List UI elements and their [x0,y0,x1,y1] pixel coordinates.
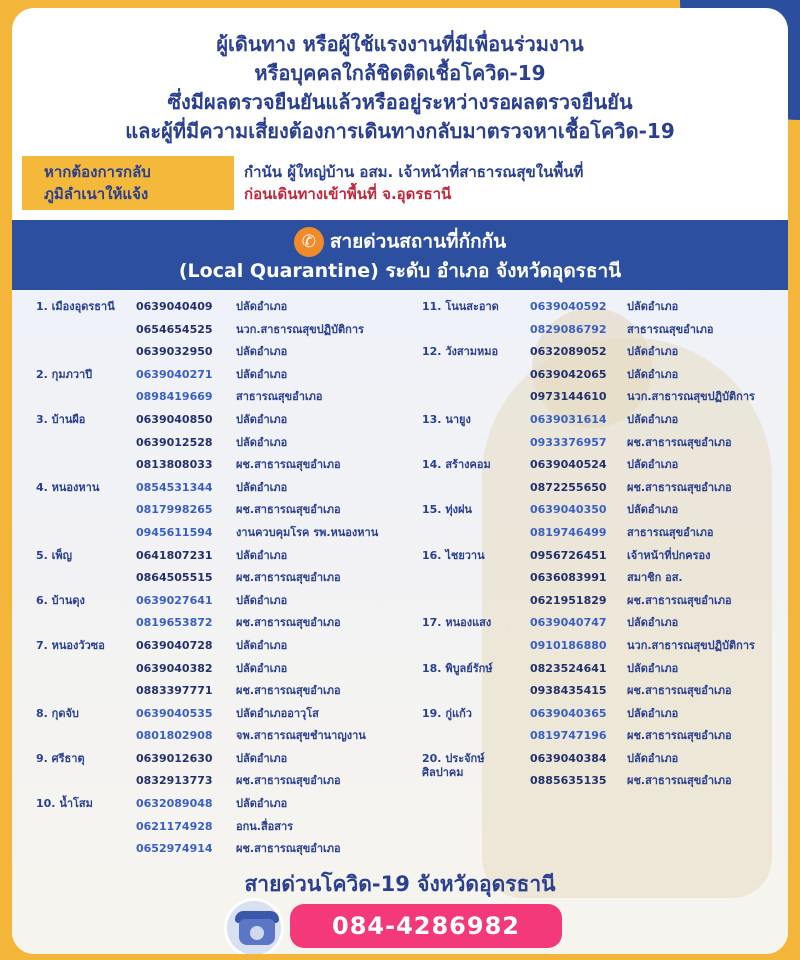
contact-role: ผช.สาธารณสุขอำเภอ [627,480,732,494]
contact-role: ปลัดอำเภอ [627,616,679,630]
contact-row [36,545,416,568]
contact-row [422,590,782,613]
contact-row [422,725,782,748]
phone-number[interactable]: 0621951829 [530,593,607,607]
contact-row [36,522,416,545]
contact-role: ปลัดอำเภอ [627,412,679,426]
contact-row [36,477,416,500]
phone-number[interactable]: 0639040382 [136,661,213,675]
district-name: 20. ประจักษ์ [422,751,485,765]
district-name: 18. พิบูลย์รักษ์ [422,661,493,675]
district-name: 4. หนองหาน [36,480,100,494]
contact-role: ปลัดอำเภอ [627,458,679,472]
district-name: 10. น้ำโสม [36,797,93,811]
contact-row [422,635,782,658]
telephone-icon [224,898,284,954]
contact-role: ปลัดอำเภอ [627,367,679,381]
banner-line-2: (Local Quarantine) ระดับ อำเภอ จังหวัดอุดรธานี [178,260,622,282]
phone-number[interactable]: 0819747196 [530,729,607,743]
contact-role: ผช.สาธารณสุขอำเภอ [236,774,341,788]
contact-row [422,432,782,455]
district-name: 13. นายูง [422,412,471,426]
contact-row [36,499,416,522]
contact-role: สาธารณสุขอำเภอ [236,390,323,404]
district-name: 12. วังสามหมอ [422,345,499,359]
notice-label [22,156,234,210]
title-line-4: และผู้ที่มีความเสี่ยงต้องการเดินทางกลับมาตรวจหาเชื้อโควิด-19 [125,119,675,143]
contact-role: นวก.สาธารณสุขปฏิบัติการ [236,322,364,336]
contact-role: ปลัดอำเภอ [627,706,679,720]
contact-row [422,499,782,522]
contact-row [422,386,782,409]
notice-text-line-1: กำนัน ผู้ใหญ่บ้าน อสม. เจ้าหน้าที่สาธารณสุขในพื้นที่ [244,163,584,181]
contact-role: ผช.สาธารณสุขอำเภอ [236,842,341,856]
contact-row [36,816,416,839]
contact-list-left [36,296,416,861]
contact-role: ปลัดอำเภอ [627,300,679,313]
phone-number[interactable]: 0854531344 [136,480,213,494]
contact-role: ปลัดอำเภอ [236,412,288,426]
contact-role: ผช.สาธารณสุขอำเภอ [627,435,732,449]
phone-number[interactable]: 0819653872 [136,616,213,630]
contact-role: ผช.สาธารณสุขอำเภอ [236,684,341,698]
contact-role: สาธารณสุขอำเภอ [627,525,714,539]
contact-role: ปลัดอำเภอ [236,367,288,381]
contact-role: ปลัดอำเภอ [627,503,679,517]
contact-row [422,658,782,681]
phone-number[interactable]: 0654654525 [136,322,213,336]
contact-role: ผช.สาธารณสุขอำเภอ [236,571,341,585]
contact-row [36,658,416,681]
contact-row [36,703,416,726]
district-name: 19. กู่แก้ว [422,706,472,720]
contact-row [36,409,416,432]
banner-line-1 [12,227,788,257]
contact-role: ปลัดอำเภอ [236,638,288,652]
quarantine-hotline-banner [12,220,788,290]
phone-number[interactable]: 0639040409 [136,300,213,313]
contact-role: ปลัดอำเภอ [236,548,288,562]
contact-row [36,680,416,703]
contact-role: ผช.สาธารณสุขอำเภอ [627,684,732,698]
district-name: 16. ไชยวาน [422,548,485,562]
contact-role: ปลัดอำเภอ [236,593,288,607]
district-name: 1. เมืองอุดรธานี [36,300,115,313]
contact-role: ผช.สาธารณสุขอำเภอ [236,616,341,630]
phone-number[interactable]: 0864505515 [136,571,213,585]
phone-number[interactable]: 0973144610 [530,390,607,404]
phone-number[interactable]: 0632089048 [136,797,213,811]
contact-row [36,364,416,387]
banner-title: สายด่วนสถานที่กักกัน [329,230,507,253]
phone-number[interactable]: 0639040535 [136,706,213,720]
contact-row [36,567,416,590]
contact-row [36,770,416,793]
phone-number[interactable]: 0641807231 [136,548,213,562]
contact-role: ปลัดอำเภอ [236,751,288,765]
district-name: 8. กุดจับ [36,706,79,720]
contact-list-right [422,296,782,793]
title-line-1: ผู้เดินทาง หรือผู้ใช้แรงงานที่มีเพื่อนร่วมงาน [216,32,584,56]
contact-role: ผช.สาธารณสุขอำเภอ [627,729,732,743]
district-name: 2. กุมภวาปี [36,367,93,381]
phone-number[interactable]: 0639027641 [136,593,213,607]
phone-number[interactable]: 0933376957 [530,435,607,449]
contact-row [422,454,782,477]
phone-number[interactable]: 0639042065 [530,367,607,381]
phone-number[interactable]: 0632089052 [530,345,607,359]
district-name: 3. บ้านผือ [36,412,86,426]
district-name: 14. สร้างคอม [422,458,491,472]
phone-number[interactable]: 0639012630 [136,751,213,765]
phone-number[interactable]: 0823524641 [530,661,607,675]
contact-row [36,454,416,477]
contact-row [422,748,782,779]
contact-row [422,770,782,793]
contact-row [422,409,782,432]
phone-number[interactable]: 0639031614 [530,412,607,426]
phone-number[interactable]: 0621174928 [136,819,213,833]
phone-number[interactable]: 0883397771 [136,684,213,698]
phone-number[interactable]: 0801802908 [136,729,213,743]
contact-role: ปลัดอำเภอ [627,345,679,359]
footer-hotline [224,898,586,954]
phone-number[interactable]: 0639040365 [530,706,607,720]
contact-role: ผช.สาธารณสุขอำเภอ [236,503,341,517]
phone-number[interactable]: 0819746499 [530,525,607,539]
contact-role: สมาชิก อส. [627,571,683,585]
contact-row [36,590,416,613]
district-name: 15. ทุ่งฝน [422,503,472,517]
phone-number[interactable]: 0639032950 [136,345,213,359]
contact-role: ปลัดอำเภออาวุโส [236,706,319,720]
contact-row [422,612,782,635]
contact-row [36,612,416,635]
poster-card [12,8,788,954]
phone-number[interactable]: 0813808033 [136,458,213,472]
phone-number[interactable]: 0639040728 [136,638,213,652]
contact-row [36,386,416,409]
title-line-2: หรือบุคคลใกล้ชิดติดเชื้อโควิด-19 [254,61,546,85]
contact-role: นวก.สาธารณสุขปฏิบัติการ [627,390,755,404]
district-name-line-2: ศิลปาคม [422,765,464,779]
contact-role: ปลัดอำเภอ [236,435,288,449]
notice-label-line-2: ภูมิลำเนาให้แจ้ง [44,185,149,203]
contact-role: ปลัดอำเภอ [236,797,288,811]
phone-number[interactable]: 0832913773 [136,774,213,788]
phone-number[interactable]: 0817998265 [136,503,213,517]
telephone-dial [250,926,264,940]
district-name: 7. หนองวัวซอ [36,638,105,652]
phone-number[interactable]: 0639012528 [136,435,213,449]
contact-role: ผช.สาธารณสุขอำเภอ [627,593,732,607]
contact-row [422,296,782,319]
phone-number[interactable]: 0885635135 [530,774,607,788]
contact-role: ผช.สาธารณสุขอำเภอ [627,774,732,788]
contact-row [36,341,416,364]
contact-role: ปลัดอำเภอ [627,661,679,675]
title-line-3: ซึ่งมีผลตรวจยืนยันแล้วหรืออยู่ระหว่างรอผลตรวจยืนยัน [167,90,633,114]
footer-title: สายด่วนโควิด-19 จังหวัดอุดรธานี [244,872,556,896]
phone-number[interactable]: 0639040524 [530,458,607,472]
phone-number[interactable]: 0945611594 [136,525,213,539]
district-name: 9. ศรีธาตุ [36,751,85,765]
contact-role: ผช.สาธารณสุขอำเภอ [236,458,341,472]
district-name: 5. เพ็ญ [36,548,73,562]
district-name: 6. บ้านดุง [36,593,85,607]
hotline-number[interactable]: 084-4286982 [290,904,562,948]
contact-row [36,838,416,861]
phone-number[interactable]: 0872255650 [530,480,607,494]
contact-role: งานควบคุมโรค รพ.หนองหาน [236,525,379,539]
district-name: 17. หนองแสง [422,616,492,630]
contact-role: เจ้าหน้าที่ปกครอง [627,548,711,562]
phone-number[interactable]: 0652974914 [136,842,213,856]
contact-row [422,319,782,342]
phone-number[interactable]: 0829086792 [530,322,607,336]
phone-number[interactable]: 0636083991 [530,571,607,585]
contact-role: จพ.สาธารณสุขชำนาญงาน [236,729,366,743]
phone-icon: ✆ [294,227,324,257]
phone-number[interactable]: 0639040384 [530,751,607,765]
notice-text [244,156,778,210]
contact-row [36,748,416,771]
phone-number[interactable]: 0639040747 [530,616,607,630]
contact-role: อกน.สื่อสาร [236,819,294,833]
phone-number[interactable]: 0910186880 [530,638,607,652]
contact-row [422,364,782,387]
contact-role: นวก.สาธารณสุขปฏิบัติการ [627,638,755,652]
contact-row [422,477,782,500]
contact-role: สาธารณสุขอำเภอ [627,322,714,336]
phone-number[interactable]: 0639040350 [530,503,607,517]
contact-role: ปลัดอำเภอ [627,751,679,765]
district-name: 11. โนนสะอาด [422,300,499,313]
notice-text-line-2: ก่อนเดินทางเข้าพื้นที่ จ.อุดรธานี [244,185,452,203]
contact-role: ปลัดอำเภอ [236,480,288,494]
contact-row [36,793,416,816]
contact-row [422,567,782,590]
contact-row [422,545,782,568]
contact-row [422,703,782,726]
phone-number[interactable]: 0898419669 [136,390,213,404]
contact-row [36,319,416,342]
phone-number[interactable]: 0956726451 [530,548,607,562]
contact-role: ปลัดอำเภอ [236,345,288,359]
notice-box [22,156,778,210]
contact-row [36,635,416,658]
contact-row [36,296,416,319]
contact-row [422,522,782,545]
contact-row [422,680,782,703]
phone-number[interactable]: 0639040592 [530,300,607,313]
contact-row [36,432,416,455]
contact-role: ปลัดอำเภอ [236,300,288,313]
phone-number[interactable]: 0938435415 [530,684,607,698]
phone-number[interactable]: 0639040850 [136,412,213,426]
contact-role: ปลัดอำเภอ [236,661,288,675]
page-title [12,30,788,146]
contact-row [36,725,416,748]
notice-label-line-1: หากต้องการกลับ [44,163,151,181]
phone-number[interactable]: 0639040271 [136,367,213,381]
contact-row [422,341,782,364]
